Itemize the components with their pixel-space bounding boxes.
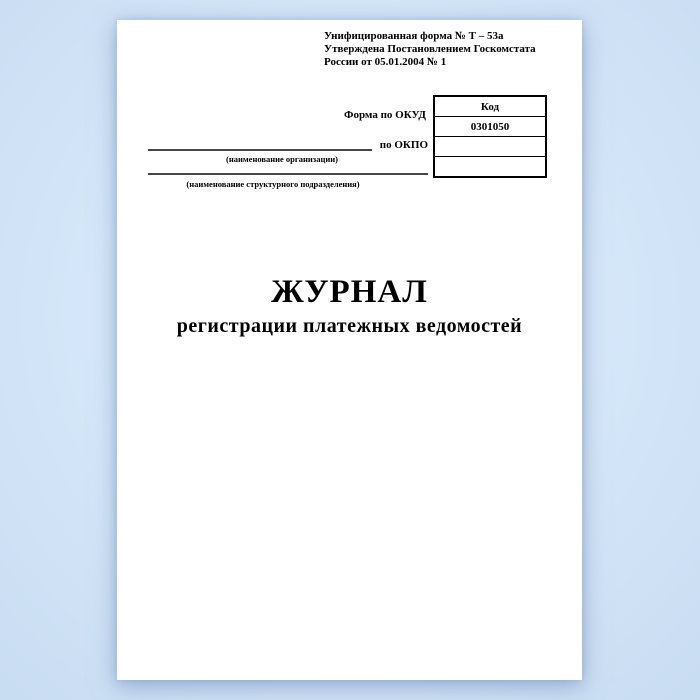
form-reference-line-1: Унифицированная форма № Т – 53а	[324, 30, 504, 42]
code-table-header: Код	[434, 96, 546, 117]
document-title: ЖУРНАЛ	[271, 274, 428, 310]
organization-name-caption: (наименование организации)	[226, 154, 338, 164]
document-subtitle: регистрации платежных ведомостей	[176, 314, 523, 337]
subdivision-name-field	[148, 173, 428, 175]
subdivision-name-caption: (наименование структурного подразделения)	[186, 179, 360, 189]
okud-code-cell: 0301050	[434, 117, 546, 137]
form-reference-line-2: Утверждена Постановлением Госкомстата	[324, 43, 536, 55]
okpo-code-cell	[434, 137, 546, 157]
document-title-block	[117, 275, 582, 338]
table-row	[434, 157, 546, 178]
okpo-label: по ОКПО	[379, 139, 428, 151]
table-row	[434, 96, 546, 117]
form-reference-line-3: России от 05.01.2004 № 1	[324, 56, 447, 68]
form-reference-block	[324, 30, 574, 69]
okud-label: Форма по ОКУД	[344, 109, 426, 121]
code-table	[433, 95, 547, 178]
document-page	[117, 20, 582, 680]
table-row	[434, 117, 546, 137]
empty-code-cell	[434, 157, 546, 178]
organization-name-field	[148, 149, 372, 151]
table-row	[434, 137, 546, 157]
